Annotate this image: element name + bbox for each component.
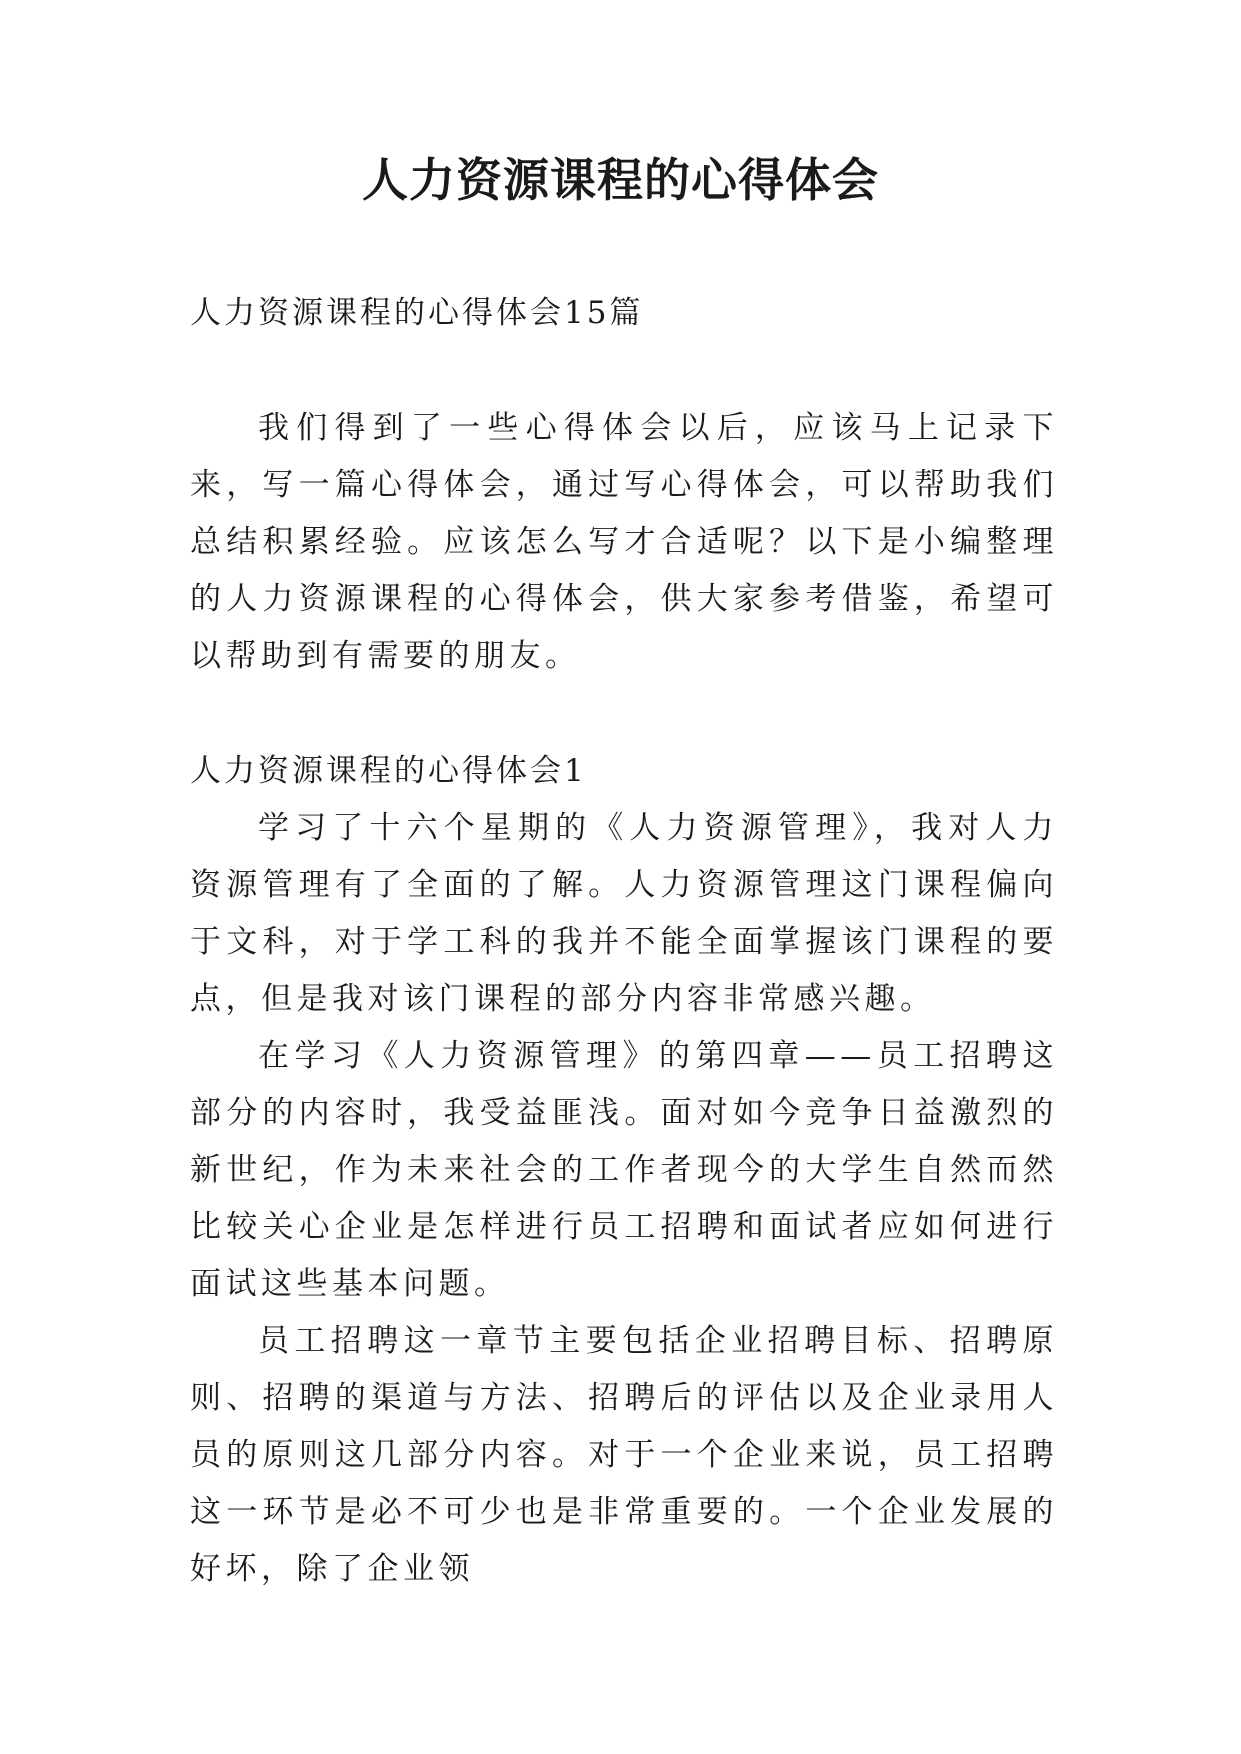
- section-1-paragraph-3: 员工招聘这一章节主要包括企业招聘目标、招聘原则、招聘的渠道与方法、招聘后的评估以及企业录用人员的原则这几部分内容。对于一个企业来说，员工招聘这一环节是必不可少也是非常重要的。一个企业发展的好坏，除了企业领: [190, 1323, 1058, 1587]
- section-heading-1: 人力资源课程的心得体会1: [190, 753, 587, 789]
- section-1-paragraph-2: 在学习《人力资源管理》的第四章——员工招聘这部分的内容时，我受益匪浅。面对如今竞争日益激烈的新世纪，作为未来社会的工作者现今的大学生自然而然比较关心企业是怎样进行员工招聘和面试者应如何进行面试这些基本问题。: [190, 1038, 1058, 1302]
- document-body: [190, 285, 1058, 1598]
- intro-paragraph: 我们得到了一些心得体会以后，应该马上记录下来，写一篇心得体会，通过写心得体会，可以帮助我们总结积累经验。应该怎么写才合适呢？以下是小编整理的人力资源课程的心得体会，供大家参考借鉴，希望可以帮助到有需要的朋友。: [190, 410, 1058, 674]
- section-1-paragraph-1: 学习了十六个星期的《人力资源管理》，我对人力资源管理有了全面的了解。人力资源管理这门课程偏向于文科，对于学工科的我并不能全面掌握该门课程的要点，但是我对该门课程的部分内容非常感兴趣。: [190, 810, 1058, 1017]
- document-subtitle: 人力资源课程的心得体会15篇: [190, 295, 644, 331]
- document-title: 人力资源课程的心得体会: [362, 153, 879, 207]
